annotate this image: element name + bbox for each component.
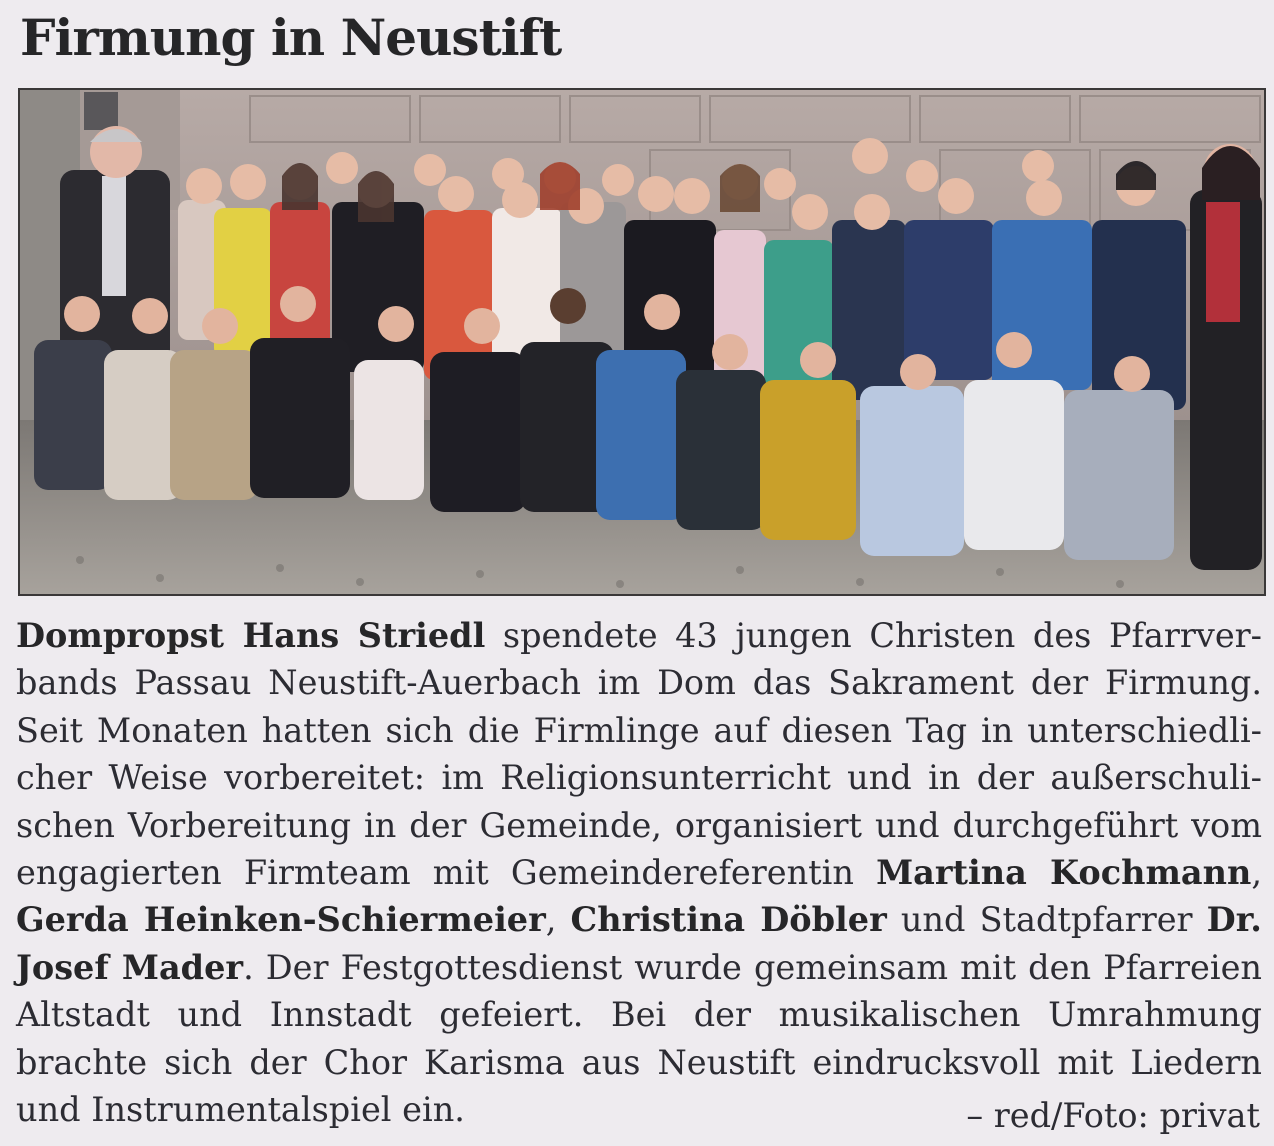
name-hans-striedl: Dompropst Hans Striedl: [16, 616, 486, 655]
article-text: und Stadtpfarrer: [886, 900, 1207, 940]
article-text: ,: [545, 900, 571, 940]
name-gerda-heinken-schiermeier: Gerda Heinken-Schiermeier: [16, 900, 546, 940]
group-photo: [18, 88, 1266, 596]
photo-credit: – red/Foto: privat: [966, 1096, 1260, 1135]
group-photo-illustration: [20, 90, 1264, 594]
name-christina-doebler: Christina Döbler: [570, 900, 887, 940]
name-josef-mader: Dr. Josef Mader: [16, 900, 1262, 987]
article-text: ,: [1251, 853, 1262, 893]
article-text: spendete 43 jungen Christen des Pfarrverbands Passau Neustift-Auerbach im Dom das Sakrament der Firmung. Seit Monaten hatten sich die Firmlinge auf diesen Tag in unterschiedlicher Weise vorbereitet: im Religionsunterricht und in der außerschulischen Vorbereitung in der Gemeinde, organisiert und durchgeführt vom engagierten Firmteam mit Gemeindereferentin: [16, 616, 1262, 893]
article-body: [16, 612, 1262, 1133]
article-text: . Der Festgottesdienst wurde gemeinsam mit den Pfarreien Altstadt und Innstadt gefeiert. Bei der musikalischen Umrahmung brachte sich der Chor Karisma aus Neustift eindrucksvoll mit Liedern und Instrumentalspiel ein.: [16, 947, 1262, 1130]
name-martina-kochmann: Martina Kochmann: [876, 853, 1252, 893]
headline: Firmung in Neustift: [20, 8, 562, 67]
